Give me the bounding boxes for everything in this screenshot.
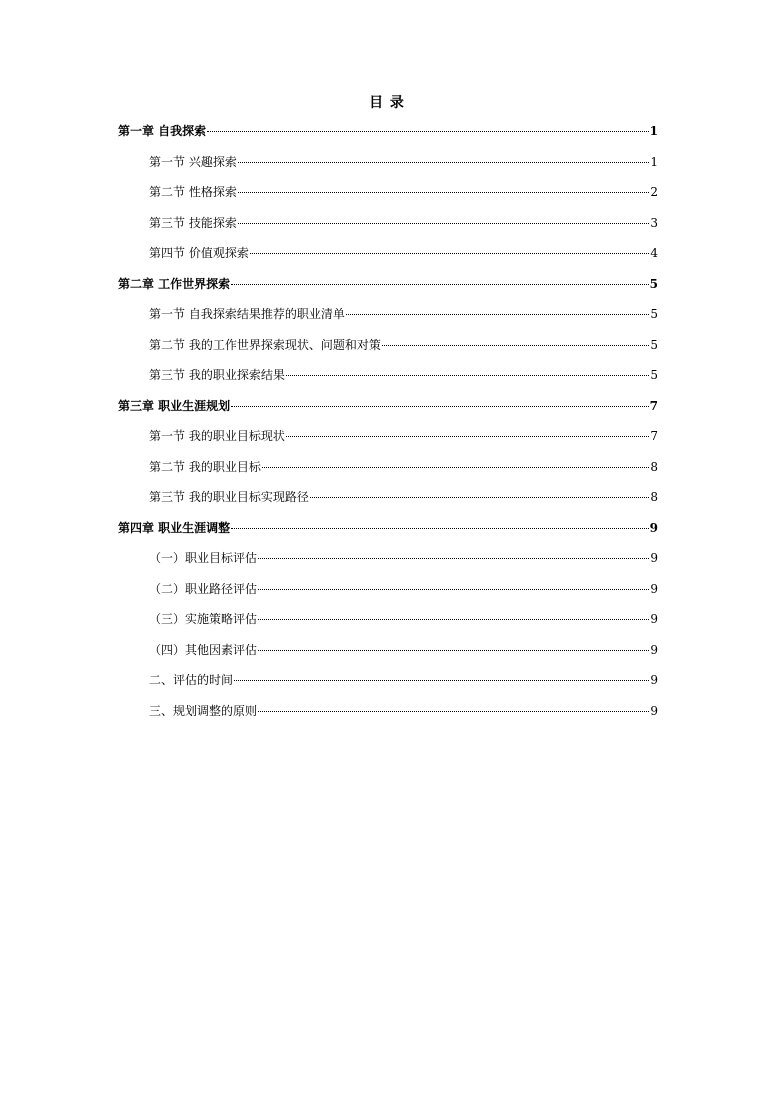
toc-title: 目 录 [369, 95, 405, 111]
toc-entry-text: 第三节 我的职业目标实现路径 [149, 490, 309, 504]
toc-entry-page: 9 [650, 642, 658, 657]
toc-entry-page: 9 [650, 612, 658, 626]
toc-entry-text: 三、规划调整的原则 [149, 703, 258, 718]
toc-entry-page: 7 [649, 398, 658, 413]
toc-entry-section[interactable] [118, 425, 658, 456]
toc-entry-text: 二、评估的时间 [149, 673, 234, 687]
toc-entry-page: 8 [650, 459, 658, 474]
dot-leader [258, 711, 649, 712]
toc-entry-page: 9 [649, 520, 658, 535]
dot-leader [286, 375, 650, 376]
toc-entry-section[interactable] [118, 456, 658, 487]
dot-leader [231, 284, 648, 285]
toc-entry-page: 1 [649, 124, 658, 138]
toc-entry-text: （三）实施策略评估 [149, 612, 258, 626]
toc-entry-page: 3 [650, 215, 658, 230]
toc-entry-page: 5 [650, 368, 658, 382]
dot-leader [207, 131, 648, 132]
dot-leader [382, 345, 650, 346]
toc-entry-text: 第三章 职业生涯规划 [118, 398, 231, 413]
toc-entry-text: 第二节 性格探索 [149, 185, 237, 199]
toc-entry-text: 第一节 自我探索结果推荐的职业清单 [149, 307, 345, 321]
toc-entry-subsection[interactable] [118, 608, 658, 639]
dot-leader [258, 558, 649, 559]
toc-entry-chapter-1[interactable] [118, 120, 658, 151]
dot-leader [231, 528, 648, 529]
toc-entry-chapter-3[interactable] [118, 395, 658, 426]
dot-leader [286, 436, 650, 437]
dot-leader [238, 223, 650, 224]
toc-entry-text: 第三节 技能探索 [149, 215, 237, 230]
dot-leader [258, 650, 649, 651]
toc-entry-section[interactable] [118, 700, 658, 731]
toc-entry-text: （二）职业路径评估 [149, 581, 258, 596]
toc-entry-text: 第二节 我的职业目标 [149, 459, 261, 474]
toc-entry-section[interactable] [118, 334, 658, 365]
toc-entry-section[interactable] [118, 364, 658, 395]
dot-leader [231, 406, 648, 407]
toc-entry-text: 第二节 我的工作世界探索现状、问题和对策 [149, 337, 381, 352]
toc-entry-page: 1 [650, 154, 658, 169]
toc-entry-text: 第四节 价值观探索 [149, 246, 249, 260]
toc-entry-subsection[interactable] [118, 639, 658, 670]
toc-entry-section[interactable] [118, 303, 658, 334]
toc-entry-section[interactable] [118, 242, 658, 273]
toc-entry-subsection[interactable] [118, 547, 658, 578]
toc-entry-page: 7 [650, 429, 658, 443]
toc-entry-text: 第三节 我的职业探索结果 [149, 368, 285, 382]
toc-entry-text: 第二章 工作世界探索 [118, 276, 231, 291]
dot-leader [250, 253, 650, 254]
toc-entry-text: 第一节 兴趣探索 [149, 154, 237, 169]
toc-entry-page: 9 [650, 703, 658, 718]
toc-entry-text: 第四章 职业生涯调整 [118, 520, 231, 535]
toc-entry-page: 2 [650, 185, 658, 199]
dot-leader [310, 497, 650, 498]
toc-entry-text: 第一节 我的职业目标现状 [149, 429, 285, 443]
toc-entry-text: 第一章 自我探索 [118, 124, 207, 138]
toc-entry-section[interactable] [118, 151, 658, 182]
toc-entry-page: 9 [650, 551, 658, 565]
dot-leader [234, 680, 649, 681]
toc-list [118, 120, 658, 730]
toc-entry-subsection[interactable] [118, 578, 658, 609]
toc-entry-chapter-2[interactable] [118, 273, 658, 304]
toc-entry-page: 9 [650, 673, 658, 687]
toc-entry-page: 8 [650, 490, 658, 504]
dot-leader [346, 314, 650, 315]
dot-leader [238, 162, 650, 163]
toc-entry-page: 5 [649, 276, 658, 291]
toc-entry-page: 4 [650, 246, 658, 260]
toc-entry-text: （四）其他因素评估 [149, 642, 258, 657]
toc-entry-page: 5 [650, 307, 658, 321]
toc-entry-text: （一）职业目标评估 [149, 551, 258, 565]
toc-entry-page: 5 [650, 337, 658, 352]
toc-entry-section[interactable] [118, 669, 658, 700]
dot-leader [258, 589, 649, 590]
dot-leader [262, 467, 650, 468]
toc-entry-chapter-4[interactable] [118, 517, 658, 548]
toc-entry-page: 9 [650, 581, 658, 596]
dot-leader [258, 619, 649, 620]
toc-entry-section[interactable] [118, 486, 658, 517]
toc-entry-section[interactable] [118, 212, 658, 243]
toc-entry-section[interactable] [118, 181, 658, 212]
dot-leader [238, 192, 650, 193]
